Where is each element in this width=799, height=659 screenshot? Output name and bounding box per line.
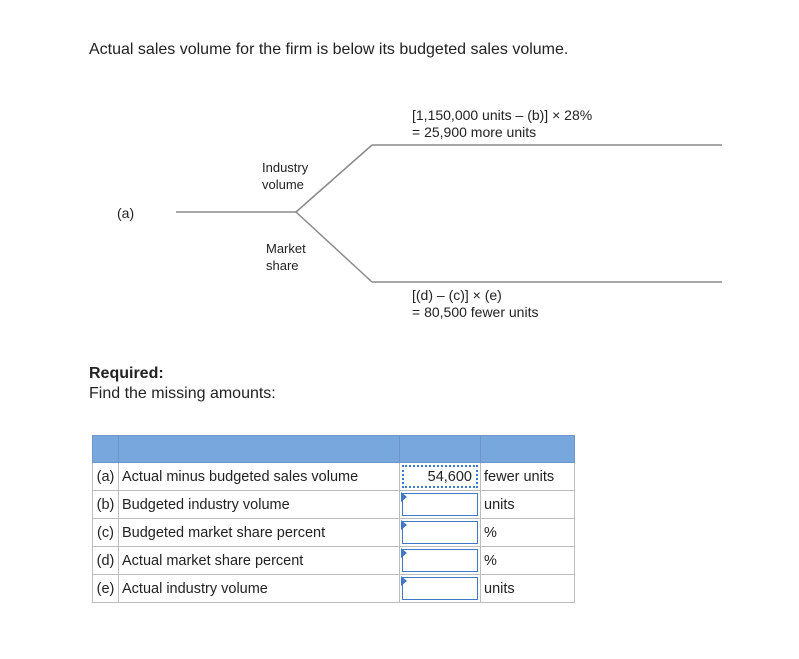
table-header-row bbox=[93, 436, 575, 463]
row-label: Budgeted market share percent bbox=[119, 519, 400, 547]
row-letter: (b) bbox=[93, 491, 119, 519]
upper-branch-label bbox=[262, 159, 308, 193]
answer-input-c[interactable] bbox=[402, 521, 478, 544]
table-row bbox=[93, 575, 575, 603]
lower-branch-label bbox=[266, 240, 306, 274]
answer-input-d[interactable] bbox=[402, 549, 478, 572]
input-marker-icon bbox=[401, 520, 407, 530]
row-unit: fewer units bbox=[481, 463, 575, 491]
input-marker-icon bbox=[401, 548, 407, 558]
required-subtitle: Find the missing amounts: bbox=[89, 385, 276, 402]
root-label: (a) bbox=[117, 205, 135, 221]
answer-cell bbox=[400, 547, 481, 575]
row-letter: (e) bbox=[93, 575, 119, 603]
row-unit: units bbox=[481, 491, 575, 519]
row-unit: % bbox=[481, 547, 575, 575]
row-label: Actual minus budgeted sales volume bbox=[119, 463, 400, 491]
answer-cell bbox=[400, 491, 481, 519]
row-letter: (c) bbox=[93, 519, 119, 547]
answer-input-b[interactable] bbox=[402, 493, 478, 516]
row-unit: units bbox=[481, 575, 575, 603]
row-label: Actual industry volume bbox=[119, 575, 400, 603]
upper-branch-label-line1: Industry bbox=[262, 160, 309, 175]
row-label: Actual market share percent bbox=[119, 547, 400, 575]
required-title: Required: bbox=[89, 365, 164, 382]
upper-branch-label-line2: volume bbox=[262, 177, 304, 192]
answer-input-a[interactable]: 54,600 bbox=[402, 465, 478, 488]
upper-formula-line1: [1,150,000 units – (b)] × 28% bbox=[412, 107, 593, 123]
upper-formula bbox=[412, 107, 592, 141]
header-cell-letter bbox=[93, 436, 119, 463]
answer-table bbox=[92, 435, 575, 603]
answer-cell bbox=[400, 575, 481, 603]
lower-formula-line2: = 80,500 fewer units bbox=[412, 304, 539, 320]
header-cell-label bbox=[119, 436, 400, 463]
answer-input-e[interactable] bbox=[402, 577, 478, 600]
lower-branch-line bbox=[296, 212, 372, 282]
upper-formula-line2: = 25,900 more units bbox=[412, 124, 537, 140]
row-letter: (d) bbox=[93, 547, 119, 575]
table-row bbox=[93, 547, 575, 575]
row-unit: % bbox=[481, 519, 575, 547]
lower-formula-line1: [(d) – (c)] × (e) bbox=[412, 287, 502, 303]
table-row bbox=[93, 519, 575, 547]
header-cell-value bbox=[400, 436, 481, 463]
lower-branch-label-line2: share bbox=[266, 258, 299, 273]
table-row bbox=[93, 491, 575, 519]
input-marker-icon bbox=[401, 492, 407, 502]
row-letter: (a) bbox=[93, 463, 119, 491]
lower-branch-label-line1: Market bbox=[266, 241, 306, 256]
answer-cell bbox=[400, 463, 481, 491]
table-row bbox=[93, 463, 575, 491]
row-label: Budgeted industry volume bbox=[119, 491, 400, 519]
lower-formula bbox=[412, 287, 538, 321]
intro-text: Actual sales volume for the firm is below its budgeted sales volume. bbox=[89, 41, 569, 58]
header-cell-unit bbox=[481, 436, 575, 463]
answer-cell bbox=[400, 519, 481, 547]
input-marker-icon bbox=[401, 576, 407, 586]
